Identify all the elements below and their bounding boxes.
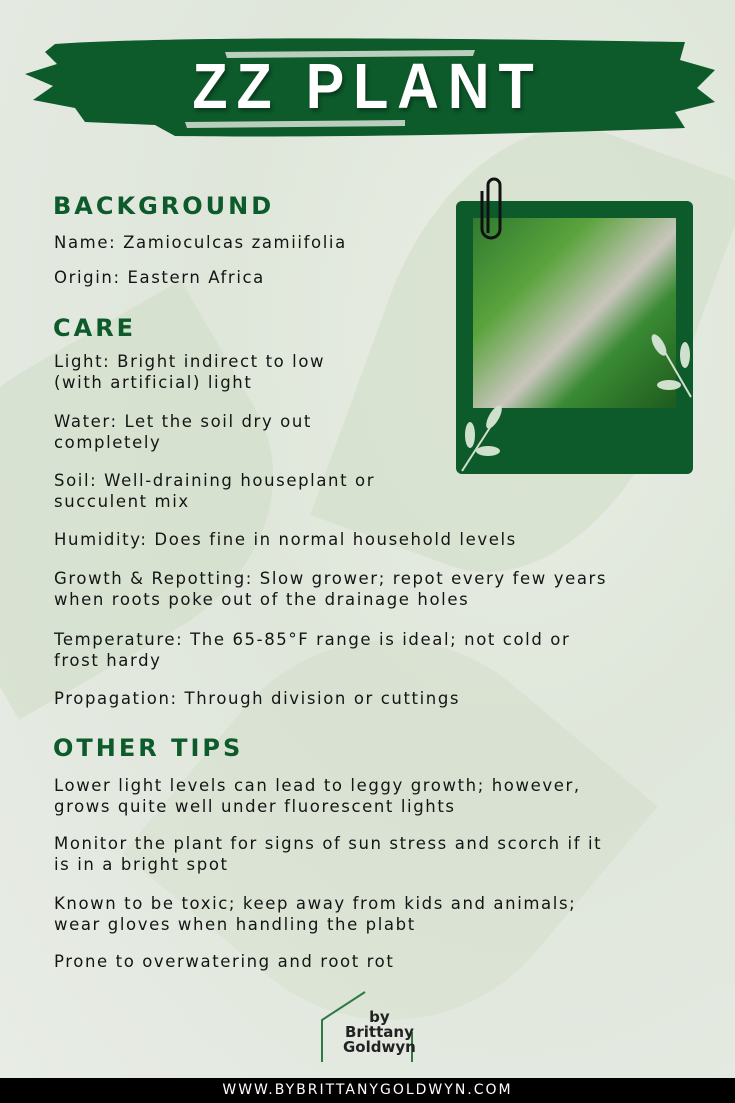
care-water: Water: Let the soil dry out completely — [54, 412, 312, 452]
care-humidity: Humidity: Does fine in normal household levels — [54, 530, 517, 549]
care-growth: Growth & Repotting: Slow grower; repot every few years when roots poke out of the drainage holes — [54, 569, 608, 609]
care-temperature: Temperature: The 65-85°F range is ideal; not cold or frost hardy — [54, 630, 571, 670]
tip-item: Known to be toxic; keep away from kids and animals; wear gloves when handling the plabt — [54, 894, 577, 934]
footer-website-url[interactable]: WWW.BYBRITTANYGOLDWYN.COM — [0, 1078, 735, 1103]
background-name: Name: Zamioculcas zamiifolia — [54, 233, 347, 252]
tip-item: Lower light levels can lead to leggy growth; however, grows quite well under fluorescent lights — [54, 776, 581, 816]
brand-logo-text: by Brittany Goldwyn — [343, 1008, 416, 1056]
section-heading-background: BACKGROUND — [53, 192, 275, 220]
section-heading-care: CARE — [53, 314, 137, 342]
paperclip-icon — [480, 173, 506, 243]
care-light: Light: Bright indirect to low (with artificial) light — [54, 352, 326, 392]
tip-item: Prone to overwatering and root rot — [54, 952, 395, 971]
tip-item: Monitor the plant for signs of sun stress and scorch if it is in a bright spot — [54, 834, 603, 874]
section-heading-other-tips: OTHER TIPS — [53, 734, 244, 762]
page-title: ZZ PLANT — [192, 50, 543, 122]
leaf-sprig-icon — [645, 325, 695, 405]
care-soil: Soil: Well-draining houseplant or succulent mix — [54, 471, 376, 511]
care-propagation: Propagation: Through division or cuttings — [54, 689, 461, 708]
leaf-sprig-icon — [458, 395, 528, 475]
background-origin: Origin: Eastern Africa — [54, 268, 265, 287]
